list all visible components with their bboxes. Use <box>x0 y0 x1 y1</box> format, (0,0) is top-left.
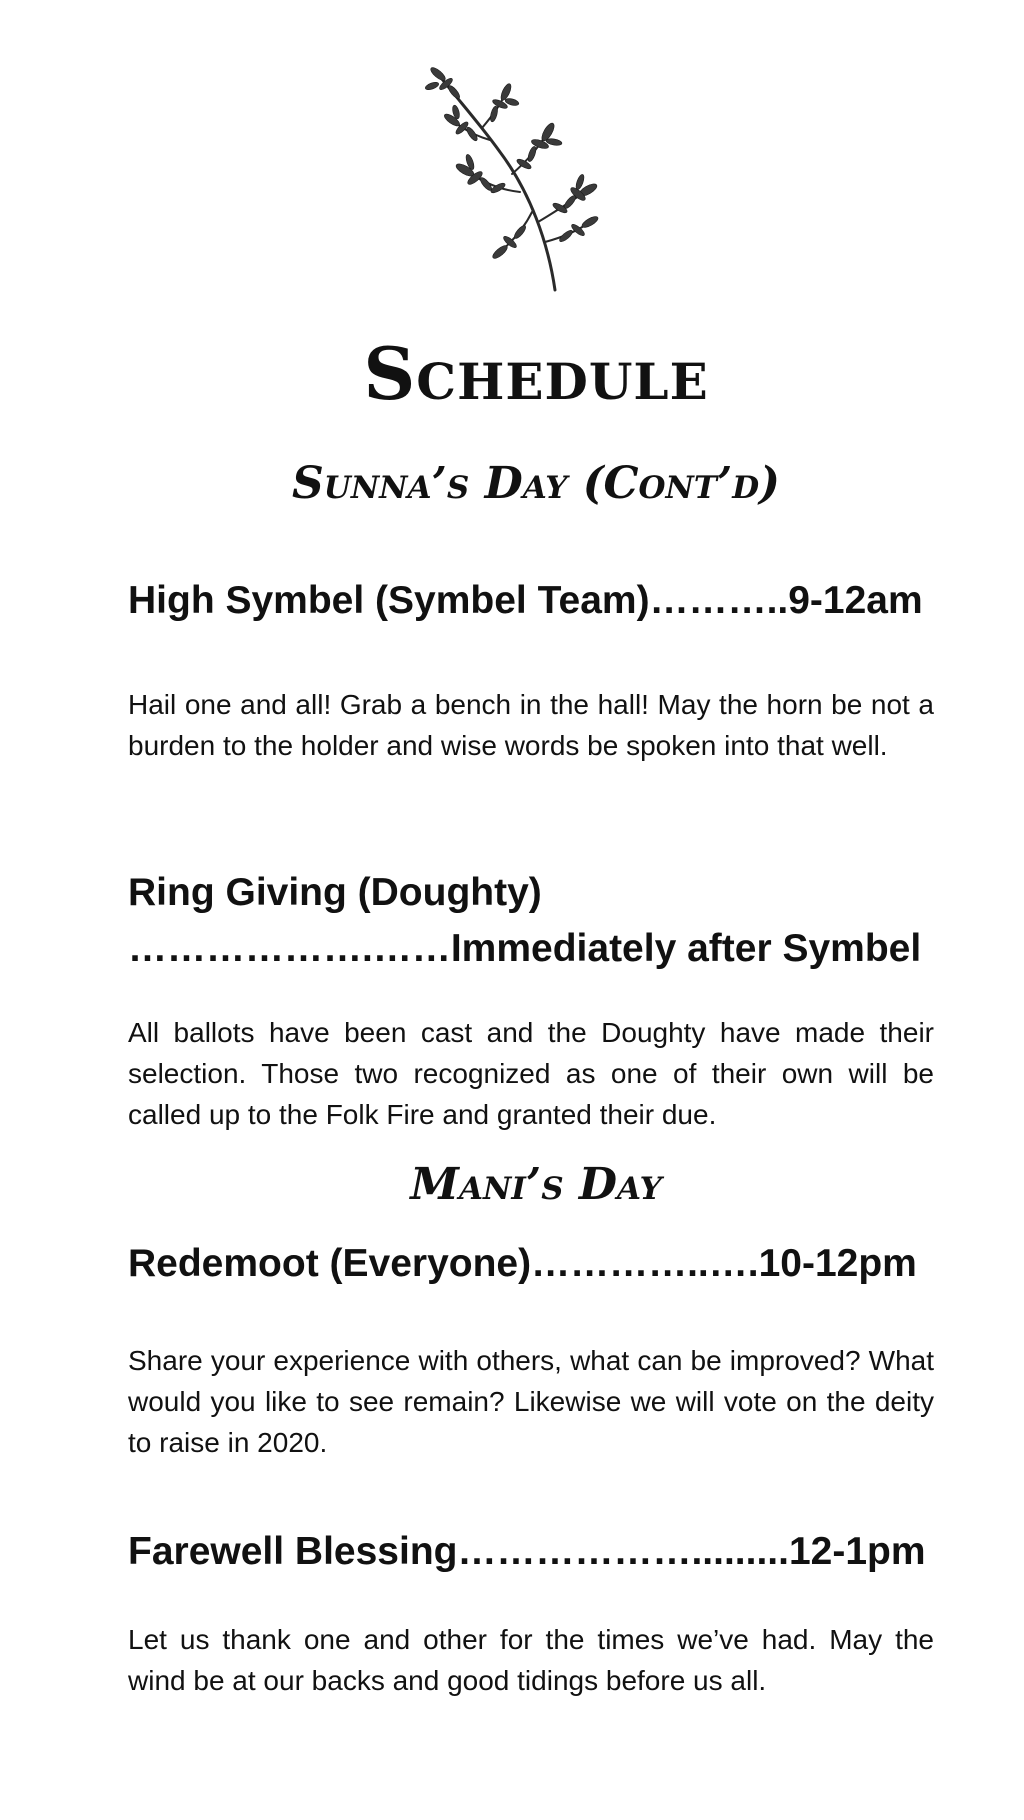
event-description-ring-giving: All ballots have been cast and the Doughty have made their selection. Those two recognized as one of their own will be called up to the Folk Fire and granted their due. <box>128 1017 934 1130</box>
herb-sprig-icon <box>420 62 620 292</box>
day-heading-sunna: Sunna’s Day (Cont’d) <box>292 458 780 509</box>
event-description-redemoot: Share your experience with others, what can be improved? What would you like to see remain? Likewise we will vote on the deity to raise in 2020. <box>128 1345 934 1458</box>
event-heading-ring-giving <box>128 865 948 977</box>
page-title: Schedule <box>363 331 709 416</box>
event-heading-ring-giving-line2: ……………….……Immediately after Symbel <box>128 927 922 970</box>
event-heading-redemoot: Redemoot (Everyone)…………..….10-12pm <box>128 1242 917 1285</box>
event-description-farewell-blessing: Let us thank one and other for the times we’ve had. May the wind be at our backs and good tidings before us all. <box>128 1624 934 1696</box>
day-heading-mani: Mani’s Day <box>410 1159 662 1210</box>
event-heading-farewell-blessing: Farewell Blessing……………….........12-1pm <box>128 1530 926 1573</box>
event-description-high-symbel: Hail one and all! Grab a bench in the hall! May the horn be not a burden to the holder and wise words be spoken into that well. <box>128 689 934 761</box>
event-heading-high-symbel: High Symbel (Symbel Team)………..9-12am <box>128 579 923 622</box>
event-heading-ring-giving-line1: Ring Giving (Doughty) <box>128 871 542 914</box>
